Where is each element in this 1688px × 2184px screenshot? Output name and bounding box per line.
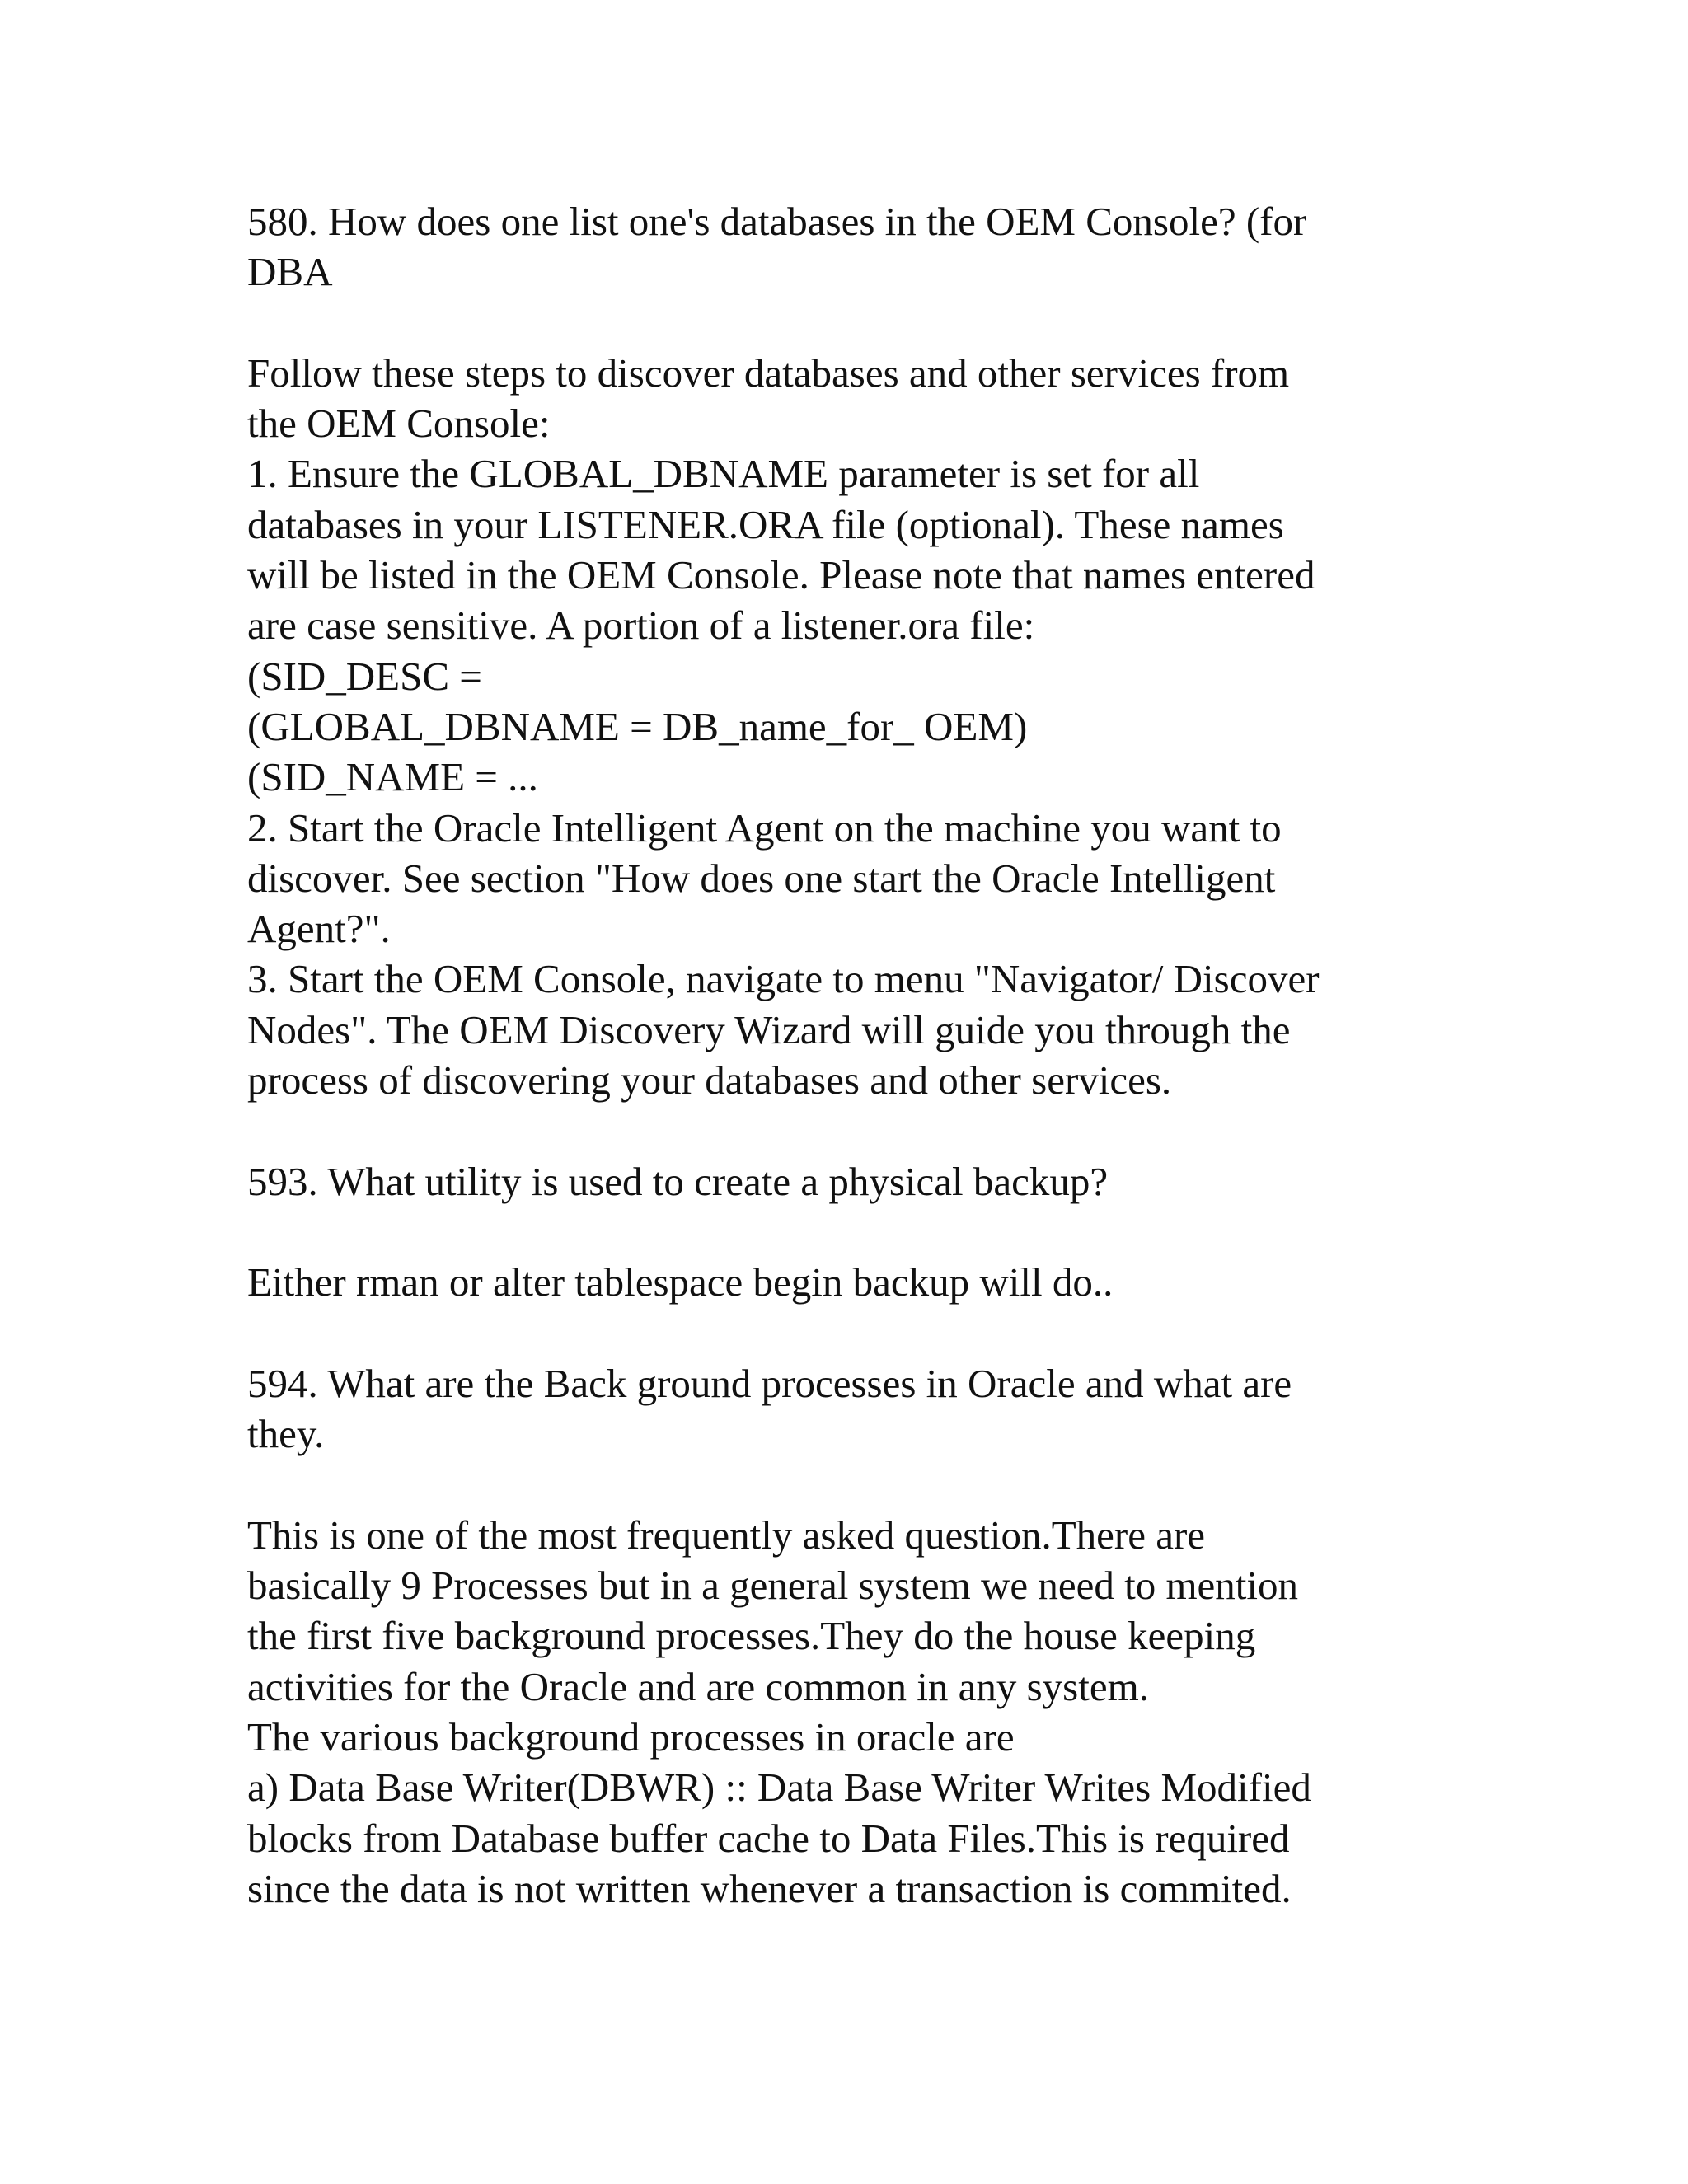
answer-line: a) Data Base Writer(DBWR) :: Data Base Writer Writes Modified [247,1765,1311,1811]
answer-line: are case sensitive. A portion of a listener.ora file: [247,602,1035,649]
question-594 [247,1358,1442,1460]
answer-line: Follow these steps to discover databases and other services from [247,349,1290,396]
answer-line: Agent?". [247,906,391,952]
answer-line: blocks from Database buffer cache to Data Files.This is required [247,1815,1290,1861]
question-line: 580. How does one list one's databases in the OEM Console? (for [247,199,1307,244]
answer-line: since the data is not written whenever a transaction is commited. [247,1865,1292,1911]
question-line: 593. What utility is used to create a physical backup? [247,1158,1109,1204]
question-580 [247,196,1442,298]
answer-line: discover. See section "How does one start the Oracle Intelligent [247,855,1276,901]
answer-593 [247,1257,1442,1307]
answer-line: databases in your LISTENER.ORA file (optional). These names [247,501,1284,547]
answer-594 [247,1510,1442,1914]
question-593 [247,1156,1442,1207]
answer-580 [247,348,1442,1105]
answer-line: 3. Start the OEM Console, navigate to menu "Navigator/ Discover [247,956,1320,1002]
answer-line: the first five background processes.They do the house keeping [247,1613,1256,1659]
answer-line: Either rman or alter tablespace begin backup will do.. [247,1259,1114,1305]
question-line: 594. What are the Back ground processes in Oracle and what are [247,1360,1292,1406]
answer-line: the OEM Console: [247,401,551,447]
answer-line: 2. Start the Oracle Intelligent Agent on the machine you want to [247,804,1282,851]
spacer [247,1308,1442,1358]
answer-line: activities for the Oracle and are common in any system. [247,1663,1149,1709]
answer-line: 1. Ensure the GLOBAL_DBNAME parameter is set for all [247,451,1200,497]
spacer [247,1105,1442,1155]
answer-line: basically 9 Processes but in a general system we need to mention [247,1563,1299,1609]
document-page [247,196,1442,1914]
spacer [247,298,1442,348]
answer-line: Nodes". The OEM Discovery Wizard will guide you through the [247,1006,1291,1052]
answer-line: will be listed in the OEM Console. Please note that names entered [247,552,1315,598]
spacer [247,1207,1442,1257]
answer-line: (SID_NAME = ... [247,754,538,800]
answer-line: process of discovering your databases and other services. [247,1057,1172,1104]
answer-line: (SID_DESC = [247,653,482,699]
question-line: DBA [247,249,333,295]
answer-line: (GLOBAL_DBNAME = DB_name_for_ OEM) [247,703,1028,749]
answer-line: The various background processes in oracle are [247,1713,1015,1760]
answer-line: This is one of the most frequently asked question.There are [247,1511,1206,1558]
question-line: they. [247,1411,325,1457]
spacer [247,1459,1442,1509]
